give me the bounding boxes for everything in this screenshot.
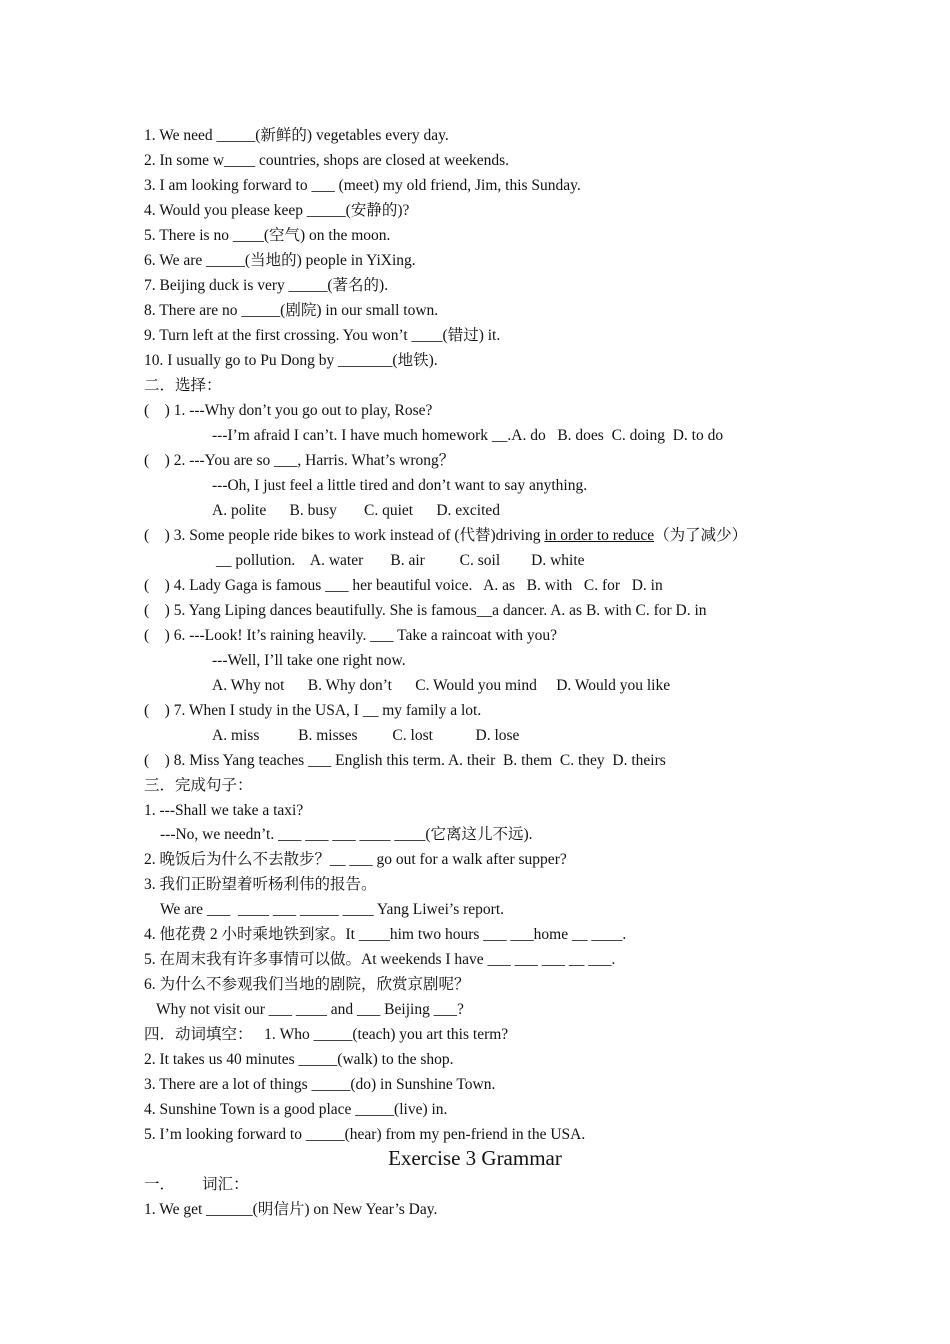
exercise-heading: Exercise 3 Grammar xyxy=(388,1146,562,1170)
choice-question-7-options: A. miss B. misses C. lost D. lose xyxy=(212,727,520,744)
choice-question-3-options: __ pollution. A. water B. air C. soil D. white xyxy=(216,552,585,569)
vocab-question-5: 5. There is no ____(空气) on the moon. xyxy=(144,227,391,244)
complete-sentence-3-blank: We are ___ ____ ___ _____ ____ Yang Liwei’s report. xyxy=(160,901,505,918)
section-4-heading: 四．动词填空： 1. Who _____(teach) you art this term? xyxy=(144,1026,509,1043)
complete-sentence-3: 3. 我们正盼望着听杨利伟的报告。 xyxy=(144,876,377,893)
complete-sentence-4: 4. 他花费 2 小时乘地铁到家。It ____him two hours ___ ___home __ ____. xyxy=(144,926,627,943)
verb-question-4: 4. Sunshine Town is a good place _____(live) in. xyxy=(144,1101,448,1118)
complete-sentence-1-reply: ---No, we needn’t. ___ ___ ___ ____ ____(它离这儿不远). xyxy=(160,826,533,843)
choice-question-4: ( ) 4. Lady Gaga is famous ___ her beautiful voice. A. as B. with C. for D. in xyxy=(144,577,663,594)
vocab-question-1: 1. We need _____(新鲜的) vegetables every day. xyxy=(144,127,449,144)
vocab-question-9: 9. Turn left at the first crossing. You won’t ____(错过) it. xyxy=(144,327,501,344)
vocab-question-2: 2. In some w____ countries, shops are closed at weekends. xyxy=(144,152,510,169)
choice-question-1-answer: ---I’m afraid I can’t. I have much homework __.A. do B. does C. doing D. to do xyxy=(212,427,724,444)
choice-question-2-reply: ---Oh, I just feel a little tired and don’t want to say anything. xyxy=(212,477,588,494)
choice-question-3 xyxy=(144,526,747,546)
vocab-question-10: 10. I usually go to Pu Dong by _______(地铁). xyxy=(144,352,438,369)
complete-sentence-5: 5. 在周末我有许多事情可以做。At weekends I have ___ ___ ___ __ ___. xyxy=(144,951,616,968)
exercise-3-question-1: 1. We get ______(明信片) on New Year’s Day. xyxy=(144,1201,438,1218)
choice-question-6-reply: ---Well, I’ll take one right now. xyxy=(212,652,406,669)
choice-question-8: ( ) 8. Miss Yang teaches ___ English this term. A. their B. them C. they D. theirs xyxy=(144,752,666,769)
choice-question-2: ( ) 2. ---You are so ___, Harris. What’s wrong？ xyxy=(144,452,455,469)
choice-question-2-options: A. polite B. busy C. quiet D. excited xyxy=(212,502,501,519)
underlined-phrase: in order to reduce xyxy=(544,527,655,544)
section-3-heading: 三．完成句子： xyxy=(144,777,253,794)
verb-question-3: 3. There are a lot of things _____(do) in Sunshine Town. xyxy=(144,1076,496,1093)
section-2-heading: 二．选择： xyxy=(144,377,222,394)
vocab-question-8: 8. There are no _____(剧院) in our small town. xyxy=(144,302,439,319)
complete-sentence-6-blank: Why not visit our ___ ____ and ___ Beijing ___? xyxy=(156,1001,464,1018)
complete-sentence-1: 1. ---Shall we take a taxi? xyxy=(144,802,304,819)
complete-sentence-6: 6. 为什么不参观我们当地的剧院，欣赏京剧呢？ xyxy=(144,976,470,993)
vocab-question-4: 4. Would you please keep _____(安静的)? xyxy=(144,202,410,219)
choice-question-7: ( ) 7. When I study in the USA, I __ my family a lot. xyxy=(144,702,482,719)
choice-question-5: ( ) 5. Yang Liping dances beautifully. She is famous__a dancer. A. as B. with C. for D. in xyxy=(144,602,707,619)
choice-question-1: ( ) 1. ---Why don’t you go out to play, Rose? xyxy=(144,402,433,419)
section-1-heading: 一． 词汇： xyxy=(144,1176,249,1193)
choice-question-6: ( ) 6. ---Look! It’s raining heavily. ___ Take a raincoat with you? xyxy=(144,627,557,644)
choice-question-6-options: A. Why not B. Why don’t C. Would you mind D. Would you like xyxy=(212,677,671,694)
vocab-question-7: 7. Beijing duck is very _____(著名的). xyxy=(144,277,389,294)
choice-question-3-text: ( ) 3. Some people ride bikes to work instead of (代替)driving xyxy=(144,527,545,544)
choice-question-3-gloss: （为了减少） xyxy=(654,527,748,544)
verb-question-5: 5. I’m looking forward to _____(hear) from my pen-friend in the USA. xyxy=(144,1126,586,1143)
vocab-question-3: 3. I am looking forward to ___ (meet) my old friend, Jim, this Sunday. xyxy=(144,177,581,194)
vocab-question-6: 6. We are _____(当地的) people in YiXing. xyxy=(144,252,416,269)
complete-sentence-2: 2. 晚饭后为什么不去散步？__ ___ go out for a walk after supper? xyxy=(144,851,567,868)
verb-question-2: 2. It takes us 40 minutes _____(walk) to the shop. xyxy=(144,1051,454,1068)
